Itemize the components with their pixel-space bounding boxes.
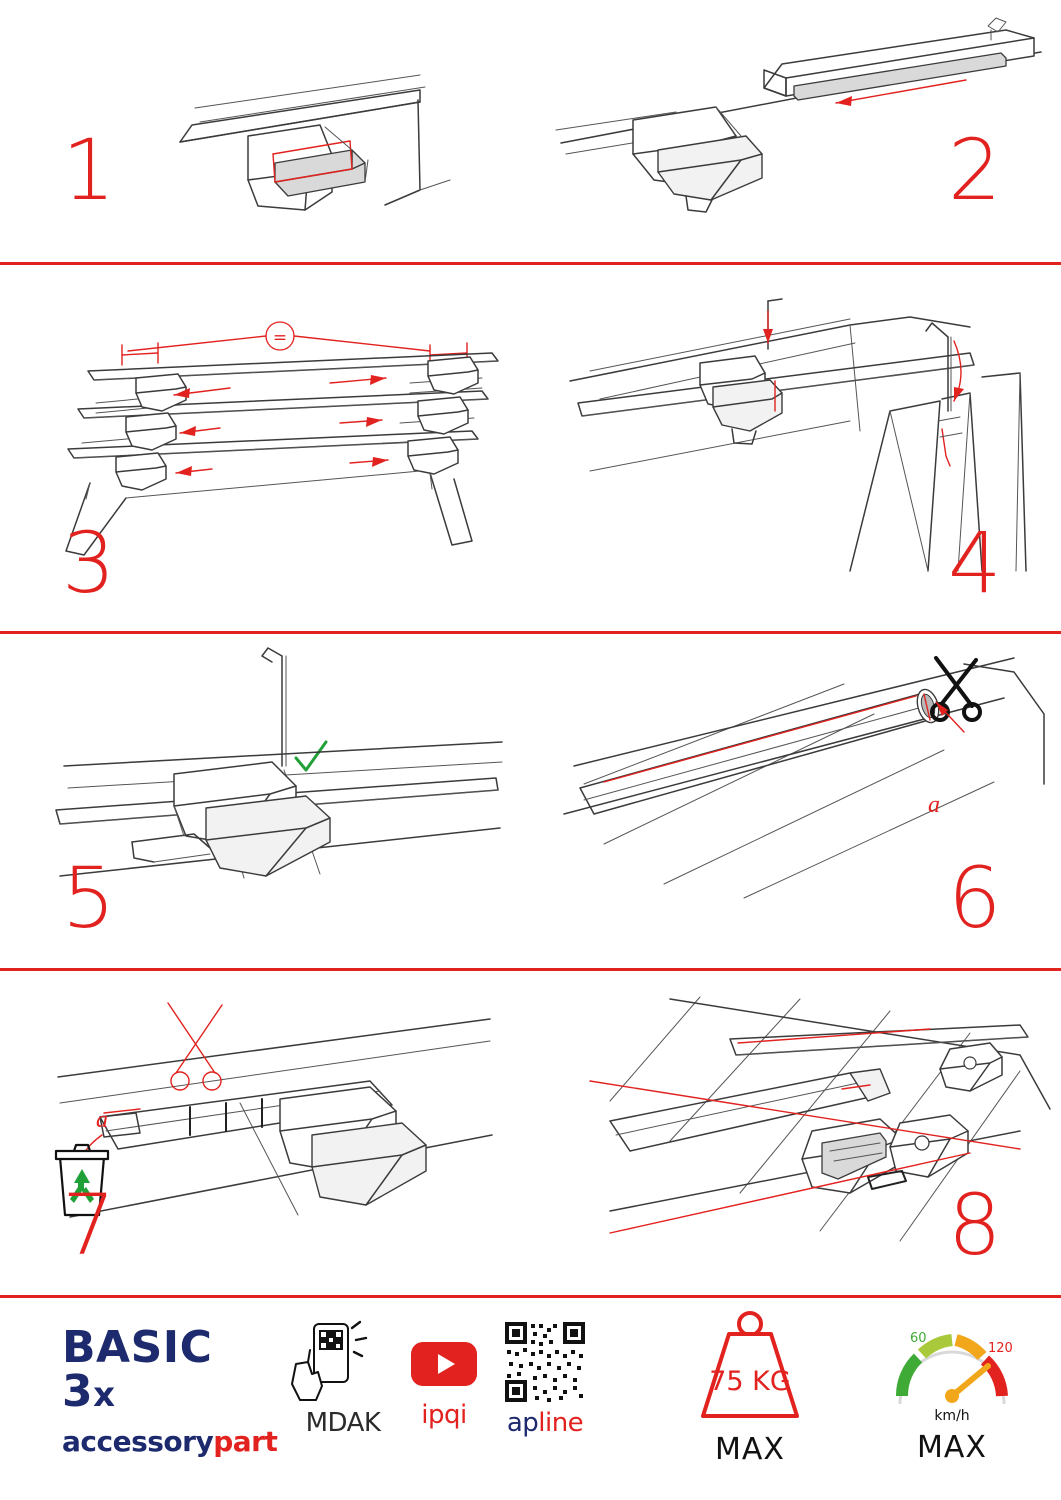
step-1-illustration: [120, 30, 520, 245]
trim-label-a-step7: a: [96, 1107, 108, 1133]
logo-mdak: [288, 1320, 398, 1436]
step-panel-8: [530, 971, 1061, 1295]
speed-tick-60: 60: [910, 1331, 927, 1346]
logo-youtube-caption: ipqi: [421, 1400, 467, 1430]
qr-code-icon: [480, 1320, 610, 1404]
hand-phone-qr-icon: [288, 1320, 398, 1406]
step-number-2: 2: [948, 121, 1000, 219]
trim-label-a-step6: a: [928, 792, 940, 818]
step-panel-7: [0, 971, 530, 1295]
step-panel-6: [530, 634, 1061, 968]
youtube-icon[interactable]: [398, 1338, 490, 1388]
max-speed-label: MAX: [917, 1430, 987, 1465]
step-number-4: 4: [948, 514, 1000, 612]
step-number-6: 6: [948, 849, 1000, 947]
step-panel-2: [530, 0, 1061, 262]
brand-name-first: accessory: [62, 1425, 214, 1458]
brand-name-second: part: [213, 1425, 278, 1458]
max-load-label: MAX: [715, 1432, 785, 1467]
product-name: [62, 1322, 277, 1417]
step-number-3: 3: [62, 514, 114, 612]
brand-name: [62, 1425, 278, 1458]
step-number-8: 8: [948, 1176, 1000, 1274]
step-panel-3: [0, 265, 530, 631]
apline-prefix: ap: [506, 1408, 539, 1438]
step-panel-1: [0, 0, 530, 262]
svg-text:=: =: [272, 328, 288, 348]
footer: [0, 1298, 1061, 1500]
step-panel-5: [0, 634, 530, 968]
step-number-5: 5: [62, 849, 114, 947]
product-name-suffix: x: [93, 1375, 116, 1415]
brand-block: [62, 1322, 278, 1458]
step-number-7: 7: [62, 1176, 114, 1274]
logo-apline: [480, 1320, 610, 1436]
logo-apline-caption: [480, 1410, 610, 1436]
apline-suffix: line: [538, 1408, 584, 1438]
speedometer-icon: [862, 1308, 1042, 1426]
logo-mdak-caption: MDAK: [305, 1408, 381, 1438]
step-panel-4: [530, 265, 1061, 631]
weight-icon: [660, 1308, 840, 1428]
max-speed-block: [862, 1308, 1042, 1465]
max-load-block: [660, 1308, 840, 1467]
step-number-1: 1: [62, 121, 114, 219]
logo-youtube: [398, 1338, 490, 1428]
speed-tick-120: 120: [988, 1341, 1013, 1356]
max-load-value: 75 KG: [709, 1366, 791, 1397]
product-name-text: BASIC 3: [62, 1322, 213, 1417]
speed-unit: km/h: [934, 1408, 970, 1424]
